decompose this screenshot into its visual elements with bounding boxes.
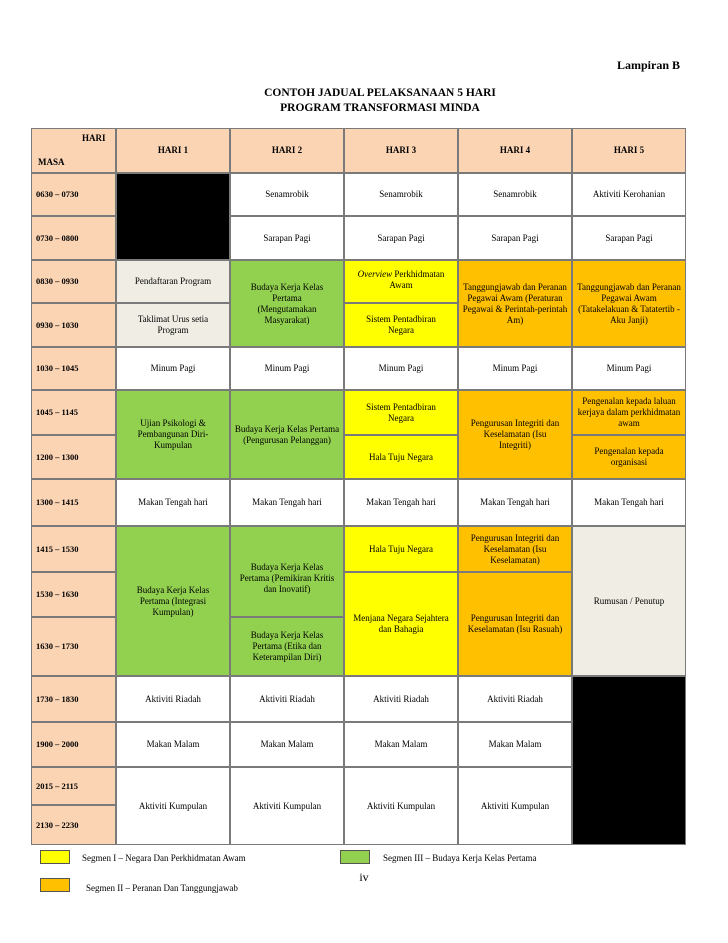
page-number: iv — [359, 870, 369, 884]
schedule-cell: Makan Tengah hari — [458, 479, 572, 526]
legend-label-segmen3: Segmen III – Budaya Kerja Kelas Pertama — [383, 853, 537, 863]
overview-rest: Perkhidmatan Awam — [389, 269, 445, 290]
schedule-cell: Makan Malam — [230, 722, 344, 767]
schedule-cell: Hala Tuju Negara — [344, 435, 458, 479]
schedule-cell: Aktiviti Riadah — [230, 676, 344, 722]
schedule-cell: Minum Pagi — [344, 347, 458, 390]
schedule-cell: Budaya Kerja Kelas Pertama (Pemikiran Kritis dan Inovatif) — [230, 526, 344, 617]
schedule-cell: Minum Pagi — [572, 347, 686, 390]
time-cell: 1030 – 1045 — [31, 347, 116, 390]
schedule-cell: Aktiviti Kumpulan — [458, 767, 572, 845]
legend-label-segmen2: Segmen II – Peranan Dan Tanggungjawab — [86, 883, 238, 893]
corner-masa: MASA — [38, 157, 65, 167]
schedule-cell: Tanggungjawab dan Peranan Pegawai Awam (Tatakelakuan & Tatatertib - Aku Janji) — [572, 260, 686, 347]
schedule-cell — [344, 260, 458, 303]
schedule-cell: Minum Pagi — [230, 347, 344, 390]
schedule-cell: Sarapan Pagi — [344, 216, 458, 260]
day-header: HARI 4 — [458, 128, 572, 173]
schedule-cell: Tanggungjawab dan Peranan Pegawai Awam (Peraturan Pegawai & Perintah-perintah Am) — [458, 260, 572, 347]
schedule-cell: Pengurusan Integriti dan Keselamatan (Isu Rasuah) — [458, 572, 572, 676]
schedule-cell: Makan Tengah hari — [230, 479, 344, 526]
schedule-cell: Pengurusan Integriti dan Keselamatan (Isu Keselamatan) — [458, 526, 572, 572]
legend-swatch-segmen1 — [40, 850, 70, 864]
schedule-cell: Makan Tengah hari — [572, 479, 686, 526]
schedule-cell: Ujian Psikologi & Pembangunan Diri- Kumpulan — [116, 390, 230, 479]
time-cell: 1300 – 1415 — [31, 479, 116, 526]
overview-italic: Overview — [357, 269, 393, 279]
schedule-cell: Aktiviti Riadah — [344, 676, 458, 722]
schedule-cell: Makan Malam — [458, 722, 572, 767]
time-cell: 1045 – 1145 — [31, 390, 116, 435]
schedule-cell: Makan Malam — [344, 722, 458, 767]
lampiran-label: Lampiran B — [616, 58, 680, 72]
day-header: HARI 3 — [344, 128, 458, 173]
schedule-cell: Taklimat Urus setia Program — [116, 303, 230, 347]
schedule-cell: Senamrobik — [344, 173, 458, 216]
schedule-cell: Aktiviti Kumpulan — [230, 767, 344, 845]
time-cell: 1415 – 1530 — [31, 526, 116, 572]
time-cell: 1730 – 1830 — [31, 676, 116, 722]
corner-hari: HARI — [82, 133, 106, 143]
schedule-cell: Hala Tuju Negara — [344, 526, 458, 572]
time-cell: 0730 – 0800 — [31, 216, 116, 260]
legend-label-segmen1: Segmen I – Negara Dan Perkhidmatan Awam — [82, 853, 246, 863]
schedule-cell: Pengenalan kepada organisasi — [572, 435, 686, 479]
title-line-1: CONTOH JADUAL PELAKSANAAN 5 HARI — [264, 87, 496, 99]
schedule-cell: Sistem Pentadbiran Negara — [344, 390, 458, 435]
time-cell: 1900 – 2000 — [31, 722, 116, 767]
schedule-cell: Budaya Kerja Kelas Pertama (Mengutamakan Masyarakat) — [230, 260, 344, 347]
schedule-cell: Minum Pagi — [458, 347, 572, 390]
time-cell: 0930 – 1030 — [31, 303, 116, 347]
schedule-cell: Aktiviti Kumpulan — [116, 767, 230, 845]
schedule-cell: Makan Tengah hari — [116, 479, 230, 526]
schedule-cell: Aktiviti Riadah — [116, 676, 230, 722]
schedule-cell: Aktiviti Kumpulan — [344, 767, 458, 845]
schedule-cell: Rumusan / Penutup — [572, 526, 686, 676]
schedule-cell: Senamrobik — [458, 173, 572, 216]
day-header: HARI 2 — [230, 128, 344, 173]
schedule-cell: Menjana Negara Sejahtera dan Bahagia — [344, 572, 458, 676]
time-cell: 1630 – 1730 — [31, 617, 116, 676]
schedule-cell: Budaya Kerja Kelas Pertama (Integrasi Kumpulan) — [116, 526, 230, 676]
time-cell: 2015 – 2115 — [31, 767, 116, 805]
blank-black-cell — [116, 173, 230, 260]
time-cell: 0830 – 0930 — [31, 260, 116, 303]
schedule-cell: Minum Pagi — [116, 347, 230, 390]
schedule-cell: Pendaftaran Program — [116, 260, 230, 303]
legend-swatch-segmen2 — [40, 878, 70, 892]
schedule-cell: Aktiviti Riadah — [458, 676, 572, 722]
time-cell: 1530 – 1630 — [31, 572, 116, 617]
schedule-cell: Makan Malam — [116, 722, 230, 767]
schedule-cell: Makan Tengah hari — [344, 479, 458, 526]
day-header: HARI 1 — [116, 128, 230, 173]
schedule-cell: Budaya Kerja Kelas Pertama (Pengurusan Pelanggan) — [230, 390, 344, 479]
day-header: HARI 5 — [572, 128, 686, 173]
schedule-cell: Budaya Kerja Kelas Pertama (Etika dan Keterampilan Diri) — [230, 617, 344, 676]
schedule-cell: Pengenalan kepada laluan kerjaya dalam perkhidmatan awam — [572, 390, 686, 435]
schedule-cell: Sarapan Pagi — [572, 216, 686, 260]
schedule-cell: Aktiviti Kerohanian — [572, 173, 686, 216]
legend-swatch-segmen3 — [340, 850, 370, 864]
corner-cell — [31, 128, 116, 173]
time-cell: 1200 – 1300 — [31, 435, 116, 479]
schedule-cell: Pengurusan Integriti dan Keselamatan (Isu Integriti) — [458, 390, 572, 479]
time-cell: 2130 – 2230 — [31, 805, 116, 845]
time-cell: 0630 – 0730 — [31, 173, 116, 216]
schedule-cell: Sarapan Pagi — [458, 216, 572, 260]
blank-black-cell — [572, 676, 686, 845]
schedule-cell: Sistem Pentadbiran Negara — [344, 303, 458, 347]
schedule-cell: Senamrobik — [230, 173, 344, 216]
schedule-cell: Sarapan Pagi — [230, 216, 344, 260]
title-line-2: PROGRAM TRANSFORMASI MINDA — [280, 102, 480, 114]
